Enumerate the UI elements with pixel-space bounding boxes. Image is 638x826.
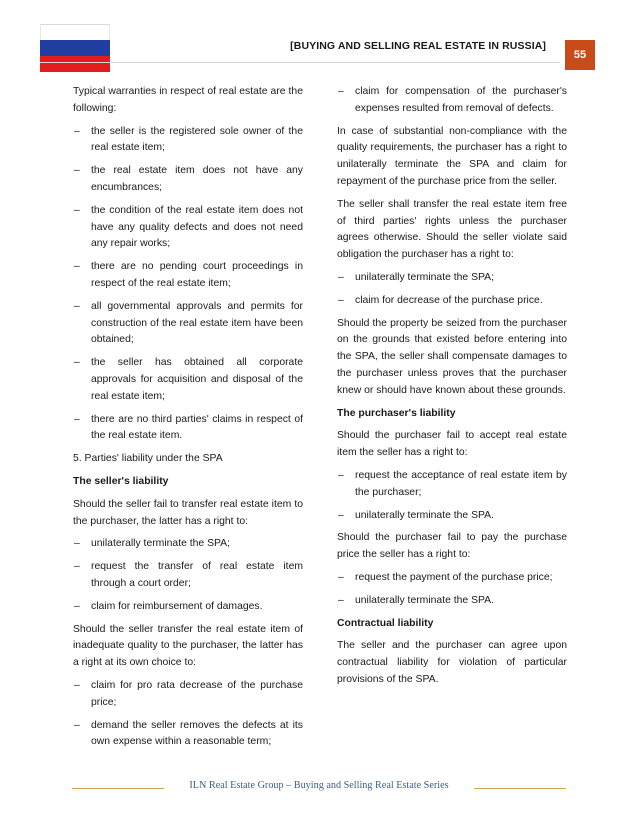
list-item: – demand the seller removes the defects at its own expense within a reasonable term;	[73, 718, 303, 752]
list-item: – request the acceptance of real estate item by the purchaser;	[337, 468, 567, 502]
list-item: – the condition of the real estate item does not have any quality defects and does not need any repair works;	[73, 203, 303, 253]
paragraph: Should the purchaser fail to pay the purchase price the seller has a right to:	[337, 532, 567, 561]
list-item: – request the payment of the purchase price;	[337, 570, 567, 587]
header-title: [BUYING AND SELLING REAL ESTATE IN RUSSIA]	[290, 40, 546, 52]
paragraph: Should the seller transfer the real estate item of inadequate quality to the purchaser, the latter has a right at its own choice to:	[73, 623, 303, 669]
list-item: – the seller is the registered sole owner of the real estate item;	[73, 124, 303, 158]
list-item: – the seller has obtained all corporate approvals for acquisition and disposal of the real estate item;	[73, 355, 303, 405]
list-item: – unilaterally terminate the SPA.	[337, 593, 567, 610]
paragraph: The seller shall transfer the real estate item free of third parties' rights unless the purchaser agrees otherwise. Should the seller violate said obligation the purchaser has a right to:	[337, 198, 567, 261]
list-item: – claim for compensation of the purchaser's expenses resulted from removal of defects.	[337, 84, 567, 118]
footer-rule-left	[72, 788, 164, 789]
list-item: – unilaterally terminate the SPA;	[337, 270, 567, 287]
paragraph: In case of substantial non-compliance with the quality requirements, the purchaser has a right to unilaterally terminate the SPA and claim for repayment of the purchase price from the seller.	[337, 125, 567, 187]
footer-rule-right	[474, 788, 566, 789]
list-item: – request the transfer of real estate item through a court order;	[73, 559, 303, 593]
paragraph: Should the seller fail to transfer real estate item to the purchaser, the latter has a right to:	[73, 498, 303, 527]
list-item: – the real estate item does not have any encumbrances;	[73, 163, 303, 197]
right-column	[337, 84, 567, 695]
purchaser-liability-heading: The purchaser's liability	[337, 407, 456, 419]
warranties-intro: Typical warranties in respect of real estate are the following:	[73, 86, 303, 114]
section-heading: 5. Parties' liability under the SPA	[73, 453, 223, 465]
list-item: – claim for pro rata decrease of the purchase price;	[73, 678, 303, 712]
list-item: – claim for decrease of the purchase price.	[337, 293, 567, 310]
footer-text: ILN Real Estate Group – Buying and Selling Real Estate Series	[189, 780, 449, 791]
seller-liability-heading: The seller's liability	[73, 475, 169, 487]
header-divider	[40, 62, 560, 63]
flag-red-stripe	[40, 56, 110, 72]
flag-blue-stripe	[40, 40, 110, 56]
russian-flag-icon	[40, 24, 110, 72]
paragraph: Should the purchaser fail to accept real estate item the seller has a right to:	[337, 430, 567, 459]
list-item: – unilaterally terminate the SPA.	[337, 508, 567, 525]
list-item: – there are no third parties' claims in respect of the real estate item.	[73, 412, 303, 446]
list-item: – unilaterally terminate the SPA;	[73, 536, 303, 553]
list-item: – claim for reimbursement of damages.	[73, 599, 303, 616]
flag-white-stripe	[40, 24, 110, 40]
left-column	[73, 84, 303, 757]
paragraph: Should the property be seized from the purchaser on the grounds that existed before entering into the SPA, the seller shall compensate damages to the purchaser unless proves that the purchaser knew or should have known about these grounds.	[337, 317, 567, 396]
list-item: – all governmental approvals and permits for construction of the real estate item have been obtained;	[73, 299, 303, 349]
page-footer	[0, 776, 638, 796]
paragraph: The seller and the purchaser can agree upon contractual liability for violation of particular provisions of the SPA.	[337, 640, 567, 685]
list-item: – there are no pending court proceedings in respect of the real estate item;	[73, 259, 303, 293]
page-number-badge: 55	[565, 40, 595, 70]
contractual-liability-heading: Contractual liability	[337, 617, 434, 629]
